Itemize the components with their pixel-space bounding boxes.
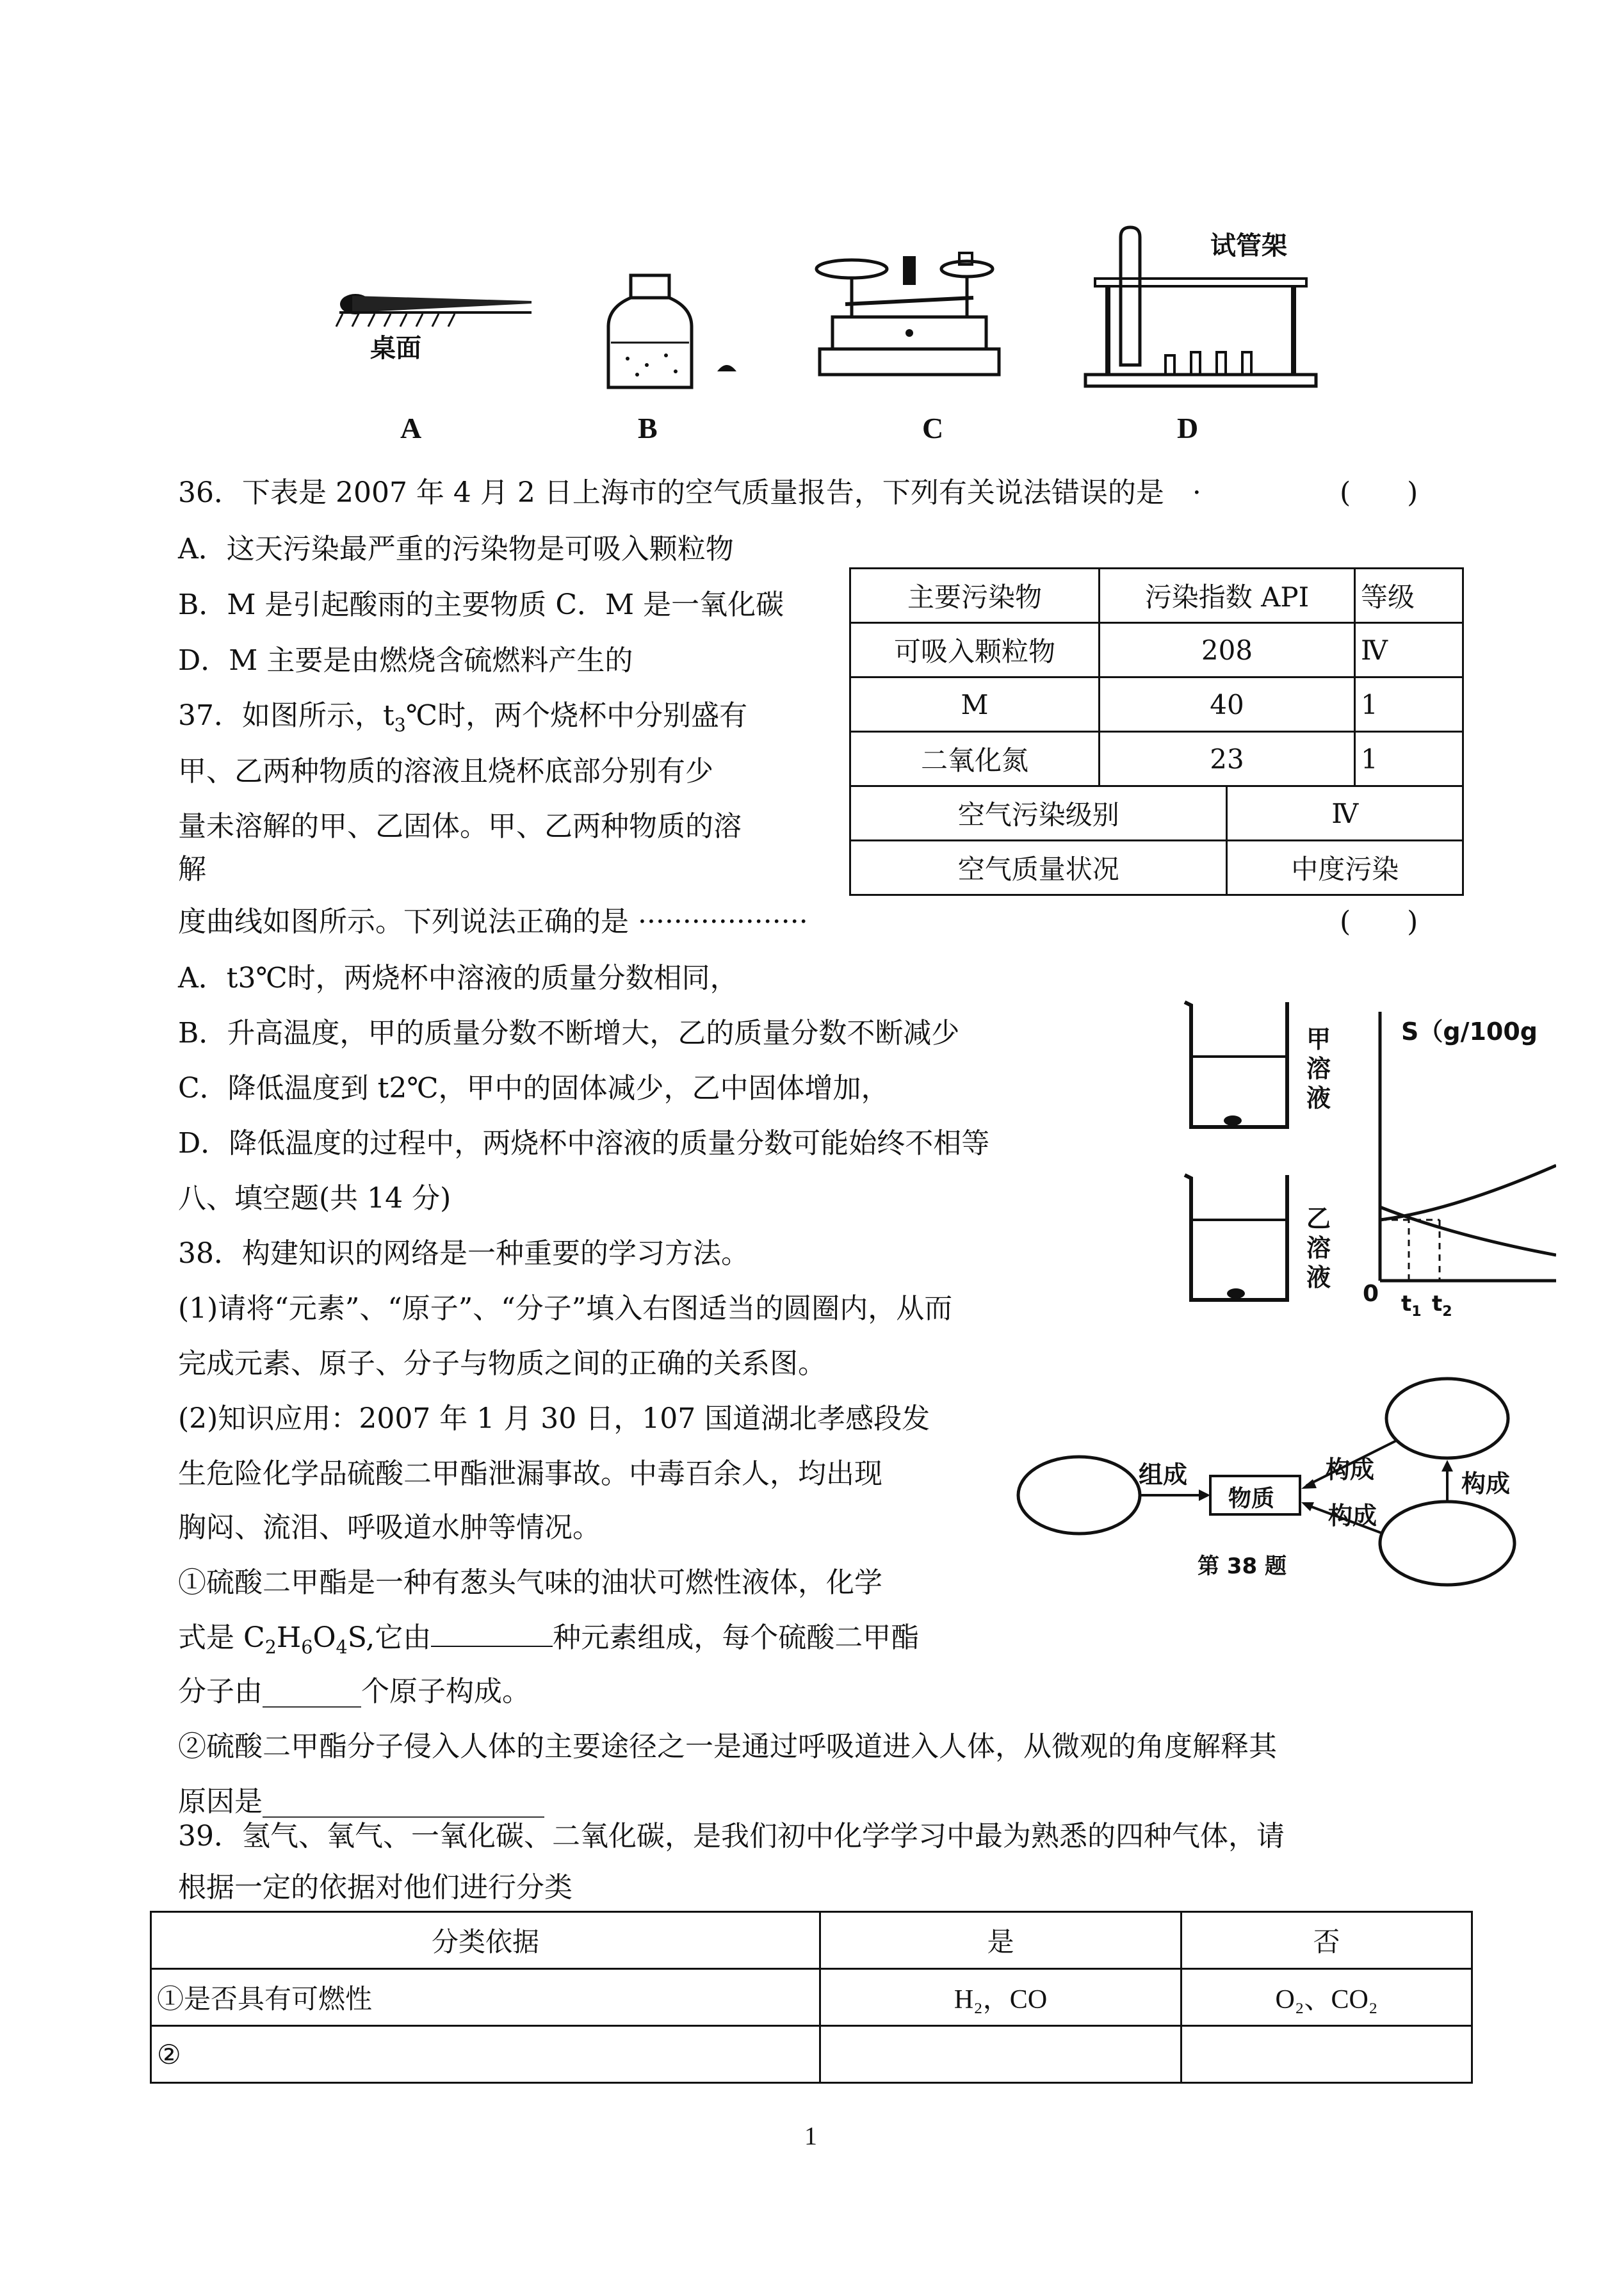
graph-t2 (1432, 1291, 1452, 1320)
cls-header-no: 否 (1181, 1912, 1472, 1969)
figure-label-d: D (1177, 412, 1199, 444)
graph-t2-text: t (1432, 1291, 1443, 1317)
q38-part2-a: (2)知识应用：2007 年 1 月 30 日，107 国道湖北孝感段发 (178, 1402, 930, 1435)
q38-sub2-b: 原因是____________________ (178, 1785, 544, 1818)
figure-c-balance (807, 247, 1012, 400)
q37-answer-bracket: ( ) (1340, 905, 1418, 938)
cls-row2-no[interactable] (1181, 2026, 1472, 2083)
cls-row1-yes: H₂，CO (820, 1969, 1181, 2026)
q38-sub1-a: ①硫酸二甲酯是一种有葱头气味的油状可燃性液体，化学 (178, 1566, 882, 1599)
figure-a-match-on-desk (327, 282, 538, 365)
aq-summary-value: 中度污染 (1227, 841, 1463, 895)
aq-cell: 208 (1100, 623, 1355, 677)
cls-row2-yes[interactable] (820, 2026, 1181, 2083)
curve-jia (1380, 1165, 1556, 1220)
q37-option-a: A．t3℃时，两烧杯中溶液的质量分数相同， (178, 962, 738, 994)
q38-part2-b: 生危险化学品硫酸二甲酯泄漏事故。中毒百余人，均出现 (178, 1457, 882, 1490)
page-number: 1 (804, 2121, 817, 2150)
q37-line-1a: 37．如图所示，t (178, 699, 394, 732)
concept-caption: 第 38 题 (1198, 1553, 1287, 1579)
aq-cell: M (850, 677, 1100, 732)
concept-arrow-left-label: 组成 (1139, 1461, 1188, 1489)
desk-label: 桌面 (370, 334, 421, 363)
concept-arrow-top-label: 构成 (1326, 1456, 1375, 1484)
aq-header-pollutant: 主要污染物 (850, 569, 1100, 623)
aq-summary-value: Ⅳ (1227, 786, 1463, 841)
figure-b-bottle-and-stopper (602, 269, 743, 397)
figure-label-a: A (400, 412, 422, 444)
q38-part1-b: 完成元素、原子、分子与物质之间的正确的关系图。 (178, 1347, 826, 1380)
section-8-heading: 八、填空题(共 14 分) (178, 1182, 451, 1215)
graph-origin: 0 (1363, 1281, 1379, 1307)
beaker-yi (1178, 1172, 1294, 1306)
q37-option-d: D．降低温度的过程中，两烧杯中溶液的质量分数可能始终不相等 (178, 1127, 990, 1160)
rack-label: 试管架 (1210, 231, 1287, 261)
aq-cell: 二氧化氮 (850, 732, 1100, 786)
q37-line-5: 度曲线如图所示。下列说法正确的是 ··················· (178, 905, 808, 938)
beaker-yi-label: 乙溶液 (1306, 1204, 1331, 1292)
cls-row2-basis[interactable]: ② (151, 2026, 820, 2083)
q39-stem-b: 根据一定的依据对他们进行分类 (178, 1871, 572, 1904)
q36-option-a: A．这天污染最严重的污染物是可吸入颗粒物 (178, 533, 734, 565)
q36-dot: · (1192, 476, 1201, 509)
q37-option-b: B．升高温度，甲的质量分数不断增大，乙的质量分数不断减少 (178, 1017, 960, 1050)
aq-header-api: 污染指数 API (1100, 569, 1355, 623)
formula-prefix: 式是 C (178, 1621, 265, 1654)
element-count-blank[interactable] (431, 1620, 553, 1647)
q38-part2-c: 胸闷、流泪、呼吸道水肿等情况。 (178, 1511, 601, 1544)
q38-part1-a: (1)请将“元素”、“原子”、“分子”填入右图适当的圆圈内，从而 (178, 1292, 953, 1325)
graph-t2-sub: 2 (1442, 1302, 1452, 1320)
q36-stem (178, 475, 1201, 511)
q37-line-1b: ℃时，两个烧杯中分别盛有 (405, 699, 748, 732)
figure-label-c: C (922, 412, 944, 444)
formula-suffix: 种元素组成，每个硫酸二甲酯 (553, 1621, 920, 1654)
q37-line-2: 甲、乙两种物质的溶液且烧杯底部分别有少 (178, 755, 713, 788)
beaker-jia-label: 甲溶液 (1306, 1025, 1331, 1112)
cls-row1-basis: ①是否具有可燃性 (151, 1969, 820, 2026)
bottom-circle (1380, 1502, 1514, 1585)
q39-stem-a: 39．氢气、氧气、一氧化碳、二氧化碳，是我们初中化学学习中最为熟悉的四种气体，请 (178, 1820, 1285, 1853)
aq-summary-label: 空气污染级别 (850, 786, 1227, 841)
figure-label-b: B (638, 412, 658, 444)
cls-row1-no: O₂、CO₂ (1181, 1969, 1472, 2026)
graph-t1 (1401, 1291, 1422, 1320)
q37-option-c: C．降低温度到 t2℃，甲中的固体减少，乙中固体增加， (178, 1072, 889, 1105)
air-quality-table (849, 567, 1464, 896)
graph-t1-text: t (1401, 1291, 1412, 1317)
concept-arrow-bottom-label: 构成 (1328, 1502, 1377, 1530)
aq-cell: 1 (1355, 732, 1463, 786)
cls-header-yes: 是 (820, 1912, 1181, 1969)
graph-t1-sub: 1 (1411, 1302, 1422, 1320)
q38-stem: 38．构建知识的网络是一种重要的学习方法。 (178, 1237, 749, 1270)
aq-cell: 可吸入颗粒物 (850, 623, 1100, 677)
q38-sub1-c: 分子由_______个原子构成。 (178, 1675, 530, 1708)
q36-option-b: B．M 是引起酸雨的主要物质 C．M 是一氧化碳 (178, 588, 784, 621)
q37-line-3: 量未溶解的甲、乙固体。甲、乙两种物质的溶 (178, 810, 742, 843)
q38-sub1-b: 式是 $C_2H_6O_4S$,它由 种元素组成，每个硫酸二甲酯 (178, 1621, 920, 1658)
q36-answer-bracket: ( ) (1340, 476, 1418, 509)
aq-cell: 40 (1100, 677, 1355, 732)
aq-header-level: 等级 (1355, 569, 1463, 623)
aq-summary-label: 空气质量状况 (850, 841, 1227, 895)
top-circle (1386, 1379, 1508, 1458)
beaker-jia (1178, 999, 1294, 1133)
concept-center-label: 物质 (1228, 1486, 1275, 1512)
aq-cell: 23 (1100, 732, 1355, 786)
classification-table (150, 1911, 1473, 2084)
q37-t3-sub: 3 (394, 713, 406, 736)
aq-cell: 1 (1355, 677, 1463, 732)
q37-line-1 (178, 698, 747, 743)
cls-header-basis: 分类依据 (151, 1912, 820, 1969)
q36-option-d: D．M 主要是由燃烧含硫燃料产生的 (178, 644, 633, 677)
graph-ylabel: S（g/100g (1401, 1018, 1538, 1046)
q38-sub2-a: ②硫酸二甲酯分子侵入人体的主要途径之一是通过呼吸道进入人体，从微观的角度解释其 (178, 1730, 1277, 1763)
left-circle (1018, 1457, 1140, 1534)
q37-line-4: 解 (178, 853, 206, 886)
q36-stem-text: 36．下表是 2007 年 4 月 2 日上海市的空气质量报告，下列有关说法错误的是 (178, 476, 1164, 509)
aq-cell: Ⅳ (1355, 623, 1463, 677)
concept-arrow-right-label: 构成 (1461, 1470, 1511, 1498)
